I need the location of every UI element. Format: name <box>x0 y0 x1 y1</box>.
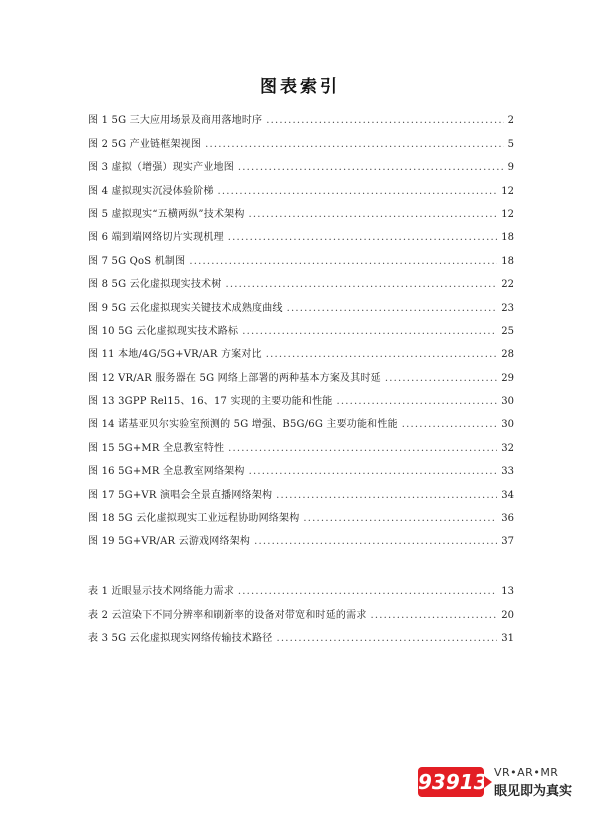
dot-leader <box>189 256 497 268</box>
table-entry-label: 表 3 5G 云化虚拟现实网络传输技术路径 <box>88 633 273 645</box>
watermark-logo <box>418 763 578 803</box>
dot-leader <box>266 115 503 127</box>
figure-entry-label: 图 10 5G 云化虚拟现实技术路标 <box>88 325 239 337</box>
figure-entry-page-number: 18 <box>501 232 514 244</box>
figure-entry-page-number: 23 <box>501 302 514 314</box>
figure-entry-label: 图 3 虚拟（增强）现实产业地图 <box>88 162 234 174</box>
table-entry-page-number: 13 <box>501 586 514 598</box>
figure-entry[interactable] <box>88 408 514 431</box>
figure-entry[interactable] <box>88 315 514 338</box>
figure-entry[interactable] <box>88 478 514 501</box>
figure-entry[interactable] <box>88 104 514 127</box>
logo-top-text: VR•AR•MR <box>494 766 559 779</box>
dot-leader <box>242 326 497 338</box>
figure-entry-page-number: 5 <box>507 138 514 150</box>
figure-entry-label: 图 17 5G+VR 演唱会全景直播网络架构 <box>88 489 273 501</box>
dot-leader <box>225 279 497 291</box>
figure-entry-page-number: 33 <box>501 466 514 478</box>
dot-leader <box>228 443 497 455</box>
figure-entry-label: 图 15 5G+MR 全息教室特性 <box>88 442 225 454</box>
figure-entry-label: 图 19 5G+VR/AR 云游戏网络架构 <box>88 536 251 548</box>
figure-entry[interactable] <box>88 221 514 244</box>
figure-entry[interactable] <box>88 198 514 221</box>
dot-leader <box>249 209 498 221</box>
dot-leader <box>371 610 498 622</box>
figure-entry-label: 图 12 VR/AR 服务器在 5G 网络上部署的两种基本方案及其时延 <box>88 372 381 384</box>
figure-entry-label: 图 18 5G 云化虚拟现实工业远程协助网络架构 <box>88 513 300 525</box>
page-title: 图表索引 <box>260 77 340 97</box>
figure-entry[interactable] <box>88 431 514 454</box>
figure-entry[interactable] <box>88 174 514 197</box>
table-entry-page-number: 20 <box>501 609 514 621</box>
figure-entry-label: 图 13 3GPP Rel15、16、17 实现的主要功能和性能 <box>88 396 333 408</box>
logo-bottom-text: 眼见即为真实 <box>494 784 573 799</box>
figure-entry-label: 图 11 本地/4G/5G+VR/AR 方案对比 <box>88 349 262 361</box>
dot-leader <box>249 466 498 478</box>
figure-entry-label: 图 14 诺基亚贝尔实验室预测的 5G 增强、B5G/6G 主要功能和性能 <box>88 419 398 431</box>
figure-entry-page-number: 9 <box>507 162 514 174</box>
figure-entry[interactable] <box>88 525 514 548</box>
figure-entry-page-number: 18 <box>501 255 514 267</box>
table-entry-label: 表 2 云渲染下不同分辨率和刷新率的设备对带宽和时延的需求 <box>88 609 367 621</box>
dot-leader <box>276 490 497 502</box>
table-entry[interactable] <box>88 575 514 598</box>
table-entry-label: 表 1 近眼显示技术网络能力需求 <box>88 586 234 598</box>
figure-entry[interactable] <box>88 385 514 408</box>
table-entry[interactable] <box>88 598 514 621</box>
figure-entry-page-number: 34 <box>501 489 514 501</box>
table-index-list <box>88 575 514 645</box>
figure-entry[interactable] <box>88 361 514 384</box>
figure-entry-page-number: 2 <box>507 115 514 127</box>
figure-entry-page-number: 12 <box>501 208 514 220</box>
dot-leader <box>205 139 504 151</box>
figure-entry-page-number: 36 <box>501 513 514 525</box>
figure-entry-label: 图 1 5G 三大应用场景及商用落地时序 <box>88 115 263 127</box>
logo-badge: 93913 <box>418 767 484 797</box>
dot-leader <box>218 186 498 198</box>
figure-entry-page-number: 12 <box>501 185 514 197</box>
figure-entry-label: 图 16 5G+MR 全息教室网络架构 <box>88 466 245 478</box>
dot-leader <box>287 303 498 315</box>
figure-entry-page-number: 32 <box>501 442 514 454</box>
figure-entry[interactable] <box>88 151 514 174</box>
figure-entry-page-number: 30 <box>501 419 514 431</box>
figure-entry-page-number: 28 <box>501 349 514 361</box>
figure-index-list <box>88 104 514 548</box>
dot-leader <box>336 396 497 408</box>
figure-entry-label: 图 6 端到端网络切片实现机理 <box>88 232 224 244</box>
dot-leader <box>238 586 497 598</box>
dot-leader <box>402 419 497 431</box>
table-entry[interactable] <box>88 622 514 645</box>
figure-entry-label: 图 8 5G 云化虚拟现实技术树 <box>88 279 222 291</box>
figure-entry[interactable] <box>88 268 514 291</box>
figure-entry-label: 图 9 5G 云化虚拟现实关键技术成熟度曲线 <box>88 302 283 314</box>
figure-entry[interactable] <box>88 127 514 150</box>
figure-entry-page-number: 30 <box>501 396 514 408</box>
figure-entry-label: 图 5 虚拟现实“五横两纵”技术架构 <box>88 208 245 220</box>
table-entry-page-number: 31 <box>501 633 514 645</box>
dot-leader <box>385 373 497 385</box>
figure-entry-page-number: 25 <box>501 325 514 337</box>
dot-leader <box>276 633 497 645</box>
figure-entry[interactable] <box>88 291 514 314</box>
figure-entry[interactable] <box>88 338 514 361</box>
figure-entry[interactable] <box>88 244 514 267</box>
figure-entry-label: 图 7 5G QoS 机制图 <box>88 255 186 267</box>
figure-entry-label: 图 2 5G 产业链框架视图 <box>88 138 202 150</box>
figure-entry-page-number: 37 <box>501 536 514 548</box>
figure-entry[interactable] <box>88 455 514 478</box>
dot-leader <box>266 349 498 361</box>
figure-entry-page-number: 22 <box>501 279 514 291</box>
figure-entry-label: 图 4 虚拟现实沉浸体验阶梯 <box>88 185 214 197</box>
figure-entry[interactable] <box>88 502 514 525</box>
figure-entry-page-number: 29 <box>501 372 514 384</box>
dot-leader <box>228 232 498 244</box>
dot-leader <box>238 162 504 174</box>
dot-leader <box>254 536 497 548</box>
dot-leader <box>303 513 497 525</box>
